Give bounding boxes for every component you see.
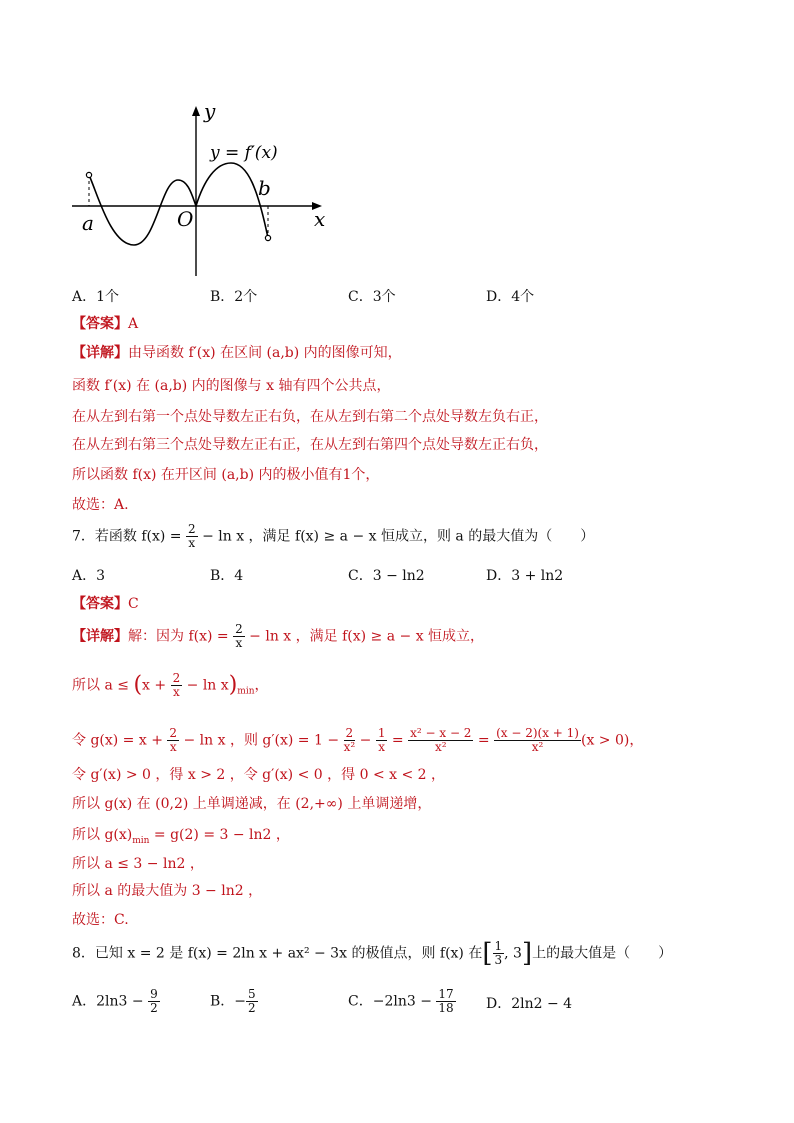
x-axis-label: x [314, 207, 326, 231]
q6-answer: A [128, 316, 139, 332]
a-label: a [82, 211, 94, 235]
q7-detail-line-6: 所以 $g(x)_{min} = g(2) = 3 - \ln 2$ ， [72, 827, 290, 846]
derivative-curve [89, 163, 268, 245]
q6-option-a: A．1个 [72, 289, 120, 305]
q6-option-d: D．4个 [486, 289, 535, 305]
q7-stem [72, 523, 594, 550]
q7-stem-prefix: 7．若函数 f(x) = [72, 528, 186, 545]
q8-interval-fraction: $\frac{1}{3}$ [494, 939, 503, 968]
b-label: b [258, 176, 271, 200]
q7-line3-fraction-1x: $\frac{1}{x}$ [377, 726, 386, 755]
origin-label: O [177, 207, 194, 231]
q7-line1-fraction: $\frac{2}{x}$ [235, 622, 243, 651]
q8-stem: 8．已知 x = 2 是 f(x) = 2ln x + ax² − 3x 的极值点，则 f(x) 在[ $\frac{1}{3}$ , 3]上的最大值是（ ） [72, 938, 673, 969]
q7-detail-tag: 【详解】 [72, 628, 128, 645]
q7-line3-fraction-factored: $\frac{(x - 2)(x + 1)}{\text{x²}}$ [496, 726, 579, 755]
q6-detail-line-4: 在从左到右第三个点处导数左正右正，在从左到右第四个点处导数左正右负， [72, 437, 548, 453]
q6-detail-line-5: 所以函数 f(x) 在开区间 (a,b) 内的极小值有1个， [72, 467, 380, 483]
q6-detail-tag: 【详解】 [72, 345, 128, 361]
q7-detail-line-4: 令 g′(x) > 0 ，得 x > 2 ，令 g′(x) < 0 ，得 0 < x < 2 ， [72, 767, 446, 783]
y-axis-arrow-icon [192, 106, 200, 116]
q7-detail-line-7: 所以 a ≤ 3 − ln2 ， [72, 856, 204, 872]
q8-option-b: B．− $\frac{5}{2}$ [210, 987, 256, 1016]
q7-detail-line-9: 故选：C. [72, 912, 129, 928]
q7-option-a: A．3 [72, 568, 106, 584]
q6-detail-line-1 [72, 346, 402, 360]
q7-detail-line-5: 所以 g(x) 在 (0,2) 上单调递减，在 (2,+∞) 上单调递增， [72, 796, 432, 812]
q7-option-d: D．3 + ln2 [486, 568, 564, 584]
y-axis-label: y [204, 100, 216, 123]
q7-stem-fraction: $\frac{2}{x}$ [188, 522, 196, 551]
curve-label: y = f′(x) [210, 143, 278, 163]
q7-option-c: C．3 − ln2 [348, 568, 425, 584]
q8-option-d: D．2ln2 − 4 [486, 996, 573, 1012]
q6-option-c: C．3个 [348, 289, 396, 305]
q7-line2-fraction: $\frac{2}{x}$ [172, 671, 181, 700]
derivative-graph [66, 100, 346, 285]
q7-detail-line-8: 所以 a 的最大值为 3 − ln2 ， [72, 883, 263, 899]
q7-answer-line [72, 597, 139, 611]
q7-answer: C [128, 596, 139, 612]
q8-option-c: C．−2ln3 − $\frac{17}{18}$ [348, 987, 454, 1016]
q6-answer-tag: 【答案】 [72, 316, 128, 332]
q7-line3-fraction-2x2: $\frac{2}{\text{x²}}$ [343, 726, 356, 755]
q7-line3-fraction-2x: $\frac{2}{x}$ [169, 726, 178, 755]
q7-detail-line-1: 【详解】解：因为 f(x) = $\frac{2}{x}$ − ln x ，满足 f(x) ≥ a − x 恒成立， [72, 622, 485, 651]
left-endpoint [86, 172, 91, 177]
right-endpoint [265, 235, 270, 240]
q6-detail-text-1: 由导函数 f′(x) 在区间 (a,b) 内的图像可知， [128, 345, 402, 361]
q7-detail-line-2: 所以 a ≤ (x + $\frac{2}{x}$ − $\ln x)_{min}$， [72, 671, 269, 700]
q7-answer-tag: 【答案】 [72, 596, 128, 612]
q8-option-a: A．2ln3 − $\frac{9}{2}$ [72, 987, 158, 1016]
q7-line3-fraction-poly: $\frac{\text{x² − x − 2}}{\text{x²}}$ [410, 726, 472, 755]
q7-option-b: B．4 [210, 568, 244, 584]
q6-answer-line [72, 317, 138, 331]
q6-option-b: B．2个 [210, 289, 258, 305]
q6-detail-line-6: 故选：A. [72, 497, 129, 513]
q6-detail-line-2: 函数 f′(x) 在 (a,b) 内的图像与 x 轴有四个公共点， [72, 378, 391, 394]
q7-detail-line-3: 令 g(x) = x + $\frac{2}{x}$ − ln x ，则 g′(x) = 1 − $\frac{2}{\text{x²}}$ − $\frac{1}{x}$ = $\frac{\text{x² − x − 2}}{\text{x²}}$ = $\frac{(x - 2)(x + 1)}{\text{x²}}$ (x > 0)， [72, 726, 644, 755]
q7-stem-suffix: − ln x ，满足 f(x) ≥ a − x 恒成立，则 a 的最大值为（ ） [197, 528, 595, 545]
q6-detail-line-3: 在从左到右第一个点处导数左正右负，在从左到右第二个点处导数左负右正， [72, 409, 548, 425]
